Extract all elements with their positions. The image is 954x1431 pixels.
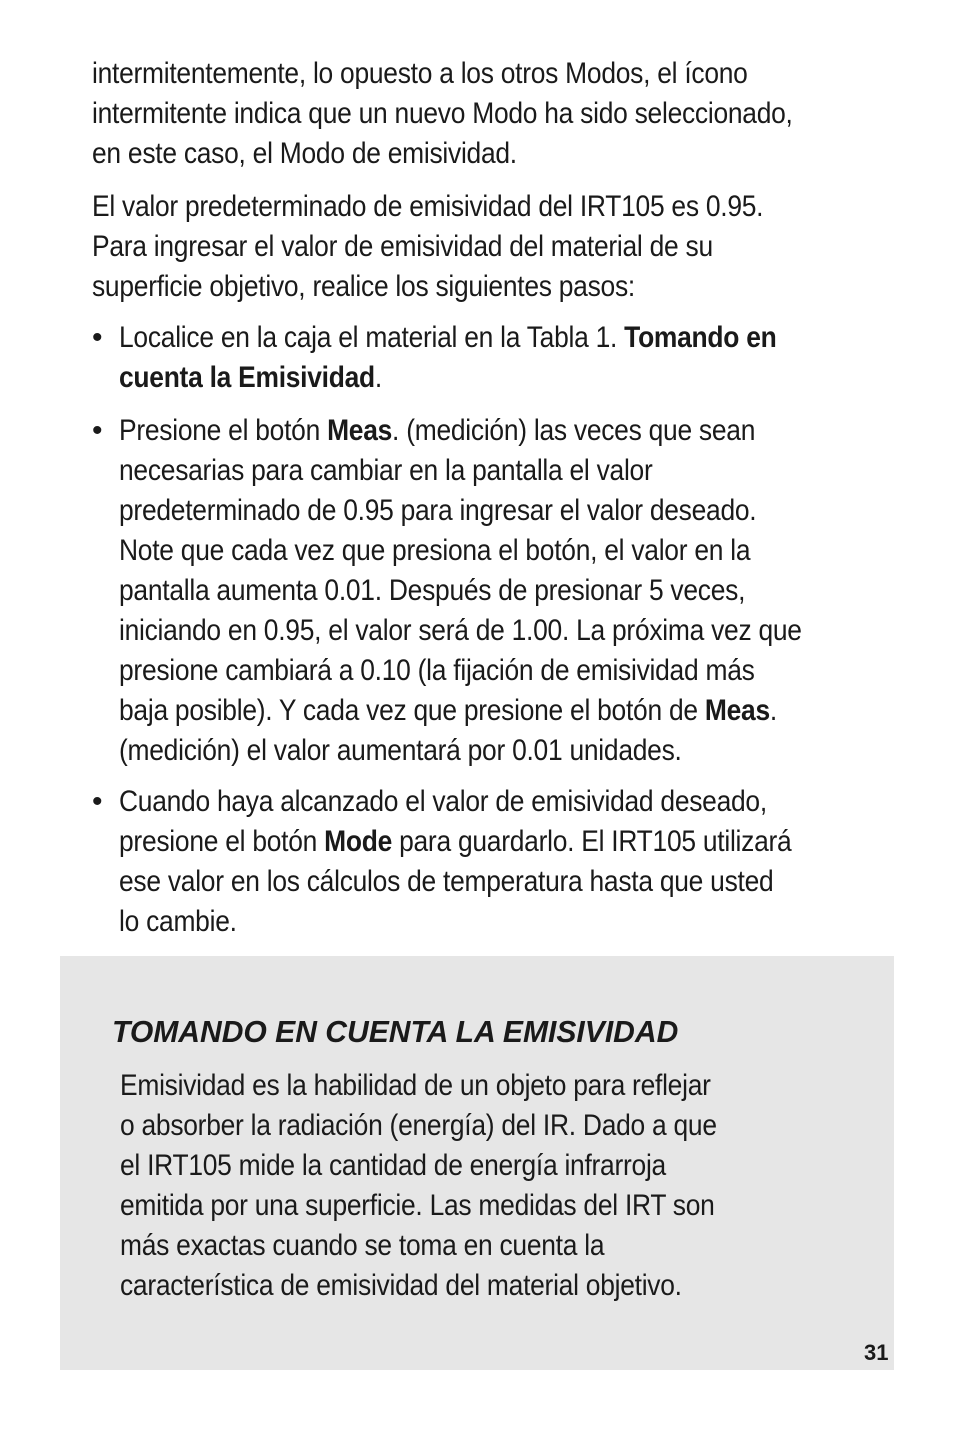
info-box-title: TOMANDO EN CUENTA LA EMISIVIDAD: [112, 1014, 679, 1049]
text-run: Localice en la caja el material en la Tabla 1.: [119, 321, 625, 354]
bullet-item-locate-material: [119, 318, 893, 398]
bullet-item-press-mode: [119, 782, 893, 942]
bullet-dot: •: [92, 785, 103, 818]
text-line: Para ingresar el valor de emisividad del material de su: [92, 230, 713, 263]
page-number: 31: [864, 1340, 889, 1365]
text-line: [119, 318, 893, 358]
info-box-body: [120, 1066, 824, 1306]
bullet-item-press-meas: [119, 411, 893, 771]
text-line: pantalla aumenta 0.01. Después de presionar 5 veces,: [119, 574, 746, 607]
text-run: baja posible). Y cada vez que presione el botón de: [119, 694, 705, 727]
text-line: característica de emisividad del material objetivo.: [120, 1269, 682, 1302]
text-line: presione cambiará a 0.10 (la fijación de emisividad más: [119, 654, 755, 687]
text-line: lo cambie.: [119, 905, 237, 938]
text-line: o absorber la radiación (energía) del IR. Dado a que: [120, 1109, 717, 1142]
text-line: en este caso, el Modo de emisividad.: [92, 137, 517, 170]
text-line: (medición) el valor aumentará por 0.01 unidades.: [119, 734, 682, 767]
text-line: El valor predeterminado de emisividad del IRT105 es 0.95.: [92, 190, 764, 223]
bullet-dot: •: [92, 321, 103, 354]
text-line: Cuando haya alcanzado el valor de emisividad deseado,: [119, 785, 767, 818]
text-line: intermitente indica que un nuevo Modo ha sido seleccionado,: [92, 97, 793, 130]
text-run: para guardarlo. El IRT105 utilizará: [392, 825, 792, 858]
text-line: [119, 358, 893, 398]
text-line: superficie objetivo, realice los siguientes pasos:: [92, 270, 635, 303]
text-line: Emisividad es la habilidad de un objeto para reflejar: [120, 1069, 711, 1102]
paragraph-default-emissivity: [92, 187, 796, 307]
text-line: Note que cada vez que presiona el botón, el valor en la: [119, 534, 751, 567]
paragraph-mode-flashing: [92, 54, 796, 174]
text-line: [119, 822, 893, 862]
text-line: necesarias para cambiar en la pantalla el valor: [119, 454, 653, 487]
text-line: [119, 411, 893, 451]
text-line: ese valor en los cálculos de temperatura hasta que usted: [119, 865, 774, 898]
text-run: presione el botón: [119, 825, 325, 858]
bold-run: cuenta la Emisividad: [119, 361, 375, 394]
bold-run: Tomando en: [624, 321, 777, 354]
text-line: más exactas cuando se toma en cuenta la: [120, 1229, 605, 1262]
text-line: intermitentemente, lo opuesto a los otros Modos, el ícono: [92, 57, 748, 90]
text-run: . (medición) las veces que sean: [392, 414, 756, 447]
bold-run: Mode: [324, 825, 393, 858]
text-line: predeterminado de 0.95 para ingresar el valor deseado.: [119, 494, 757, 527]
text-line: [119, 691, 893, 731]
bullet-dot: •: [92, 414, 103, 447]
bold-run: Meas: [704, 694, 770, 727]
text-line: emitida por una superficie. Las medidas del IRT son: [120, 1189, 715, 1222]
text-line: iniciando en 0.95, el valor será de 1.00. La próxima vez que: [119, 614, 802, 647]
text-line: el IRT105 mide la cantidad de energía infrarroja: [120, 1149, 666, 1182]
text-run: .: [769, 694, 777, 727]
text-run: Presione el botón: [119, 414, 328, 447]
text-run: .: [374, 361, 382, 394]
bold-run: Meas: [327, 414, 393, 447]
